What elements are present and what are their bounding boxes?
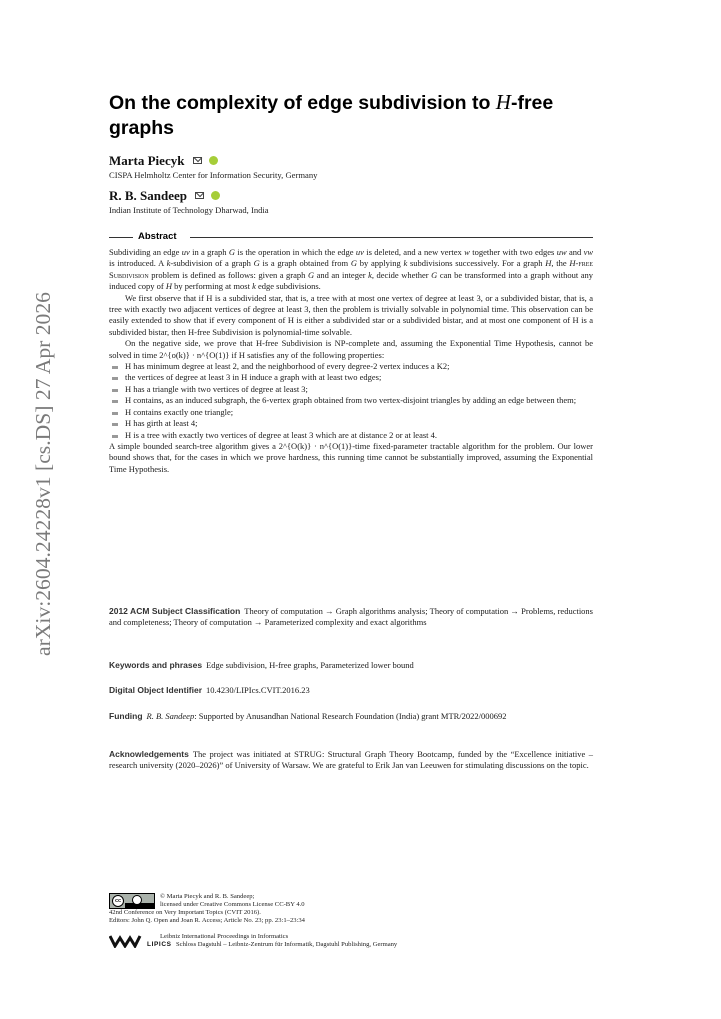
math-run: k <box>252 281 256 292</box>
acknowledgements <box>109 749 593 772</box>
text-run: is introduced. A <box>109 258 164 269</box>
editors-line: Editors: John Q. Open and Joan R. Access; Article No. 23; pp. 23:1–23:34 <box>109 917 305 924</box>
list-item-text: H has minimum degree at least 2, and the neighborhood of every degree-2 vertex induces a K2; <box>125 361 450 372</box>
bullet-icon <box>112 423 118 426</box>
bullet-icon <box>112 389 118 392</box>
acm-text: Theory of computation → Graph algorithms analysis; Theory of computation → Problems, reductions and completeness; Theory of computation → Parameterized complexity and exact algorithms <box>109 606 593 628</box>
abstract-paragraph-1 <box>109 247 593 293</box>
abstract-rule-right <box>190 237 593 238</box>
lipics-row <box>109 933 593 949</box>
list-item <box>109 361 593 372</box>
author-block-1 <box>109 150 593 180</box>
cc-by-badge[interactable] <box>109 893 155 909</box>
abstract-paragraph-2: We first observe that if H is a subdivided star, that is, a tree with at most one vertex of degree at least 3, or a subdivided bistar, that is, a tree with exactly two adjacent vertices of degree at least 3, then the problem is trivially solvable in polynomial time. This observation can be easily extended to show that if every component of H is either a subdivided star or a subdivided bistar, and at most one component of H is a subdivided bistar, then H-free Subdivision is polynomial-time solvable. <box>109 292 593 337</box>
keywords-text: Edge subdivision, H-free graphs, Parameterized lower bound <box>206 660 414 670</box>
list-item <box>109 407 593 418</box>
text-run: -subdivision of a graph <box>170 258 251 269</box>
math-run: H <box>165 281 173 292</box>
lipics-logo <box>109 934 145 948</box>
text-run: Subdividing an edge <box>109 247 180 257</box>
author-name: Marta Piecyk <box>109 153 185 168</box>
lipics-logo-mark <box>110 936 140 946</box>
text-run: subdivisions successively. For a graph <box>410 258 543 269</box>
list-item <box>109 372 593 383</box>
math-run: uv <box>355 247 364 257</box>
list-item-text: H contains, as an induced subgraph, the 6-vertex graph obtained from two vertex-disjoint triangles by adding an edge between them; <box>125 395 577 406</box>
author-name: R. B. Sandeep <box>109 188 188 203</box>
acknowledgements-label: Acknowledgements <box>109 749 189 759</box>
text-run: is deleted, and a new vertex <box>366 247 462 257</box>
property-list <box>109 361 593 441</box>
list-item <box>109 395 593 406</box>
bullet-icon <box>112 435 118 438</box>
abstract-body <box>109 247 593 475</box>
math-run: G <box>253 258 260 269</box>
arxiv-stamp-text: arXiv:2604.24228v1 [cs.DS] 27 Apr 2026 <box>31 302 55 656</box>
funding-who: R. B. Sandeep <box>146 711 195 721</box>
math-run: H <box>569 258 576 269</box>
list-item-text: H is a tree with exactly two vertices of degree at least 3 which are at distance 2 or at least 4. <box>125 429 438 440</box>
publication-lines <box>109 909 305 925</box>
abstract-paragraph-3: On the negative side, we prove that H-free Subdivision is NP-complete and, assuming the Exponential Time Hypothesis, cannot be solved in time 2^{o(k)} · n^{O(1)} if H satisfies any of the following properties: <box>109 338 593 360</box>
list-item <box>109 384 593 395</box>
keywords-label: Keywords and phrases <box>109 660 203 670</box>
title-variable: H <box>495 90 511 114</box>
list-item-text: H has girth at least 4; <box>125 418 198 429</box>
text-run: is the operation in which the edge <box>237 247 354 257</box>
arxiv-stamp-svg <box>14 290 66 660</box>
math-run: k <box>368 269 372 280</box>
by-person-icon <box>132 895 142 905</box>
cc-icon: cc <box>112 895 124 907</box>
math-run: vw <box>583 247 594 257</box>
doi-label: Digital Object Identifier <box>109 685 203 695</box>
acm-label: 2012 ACM Subject Classification <box>109 606 241 616</box>
bullet-icon <box>112 412 118 415</box>
list-item <box>109 418 593 429</box>
title-suffix: -free graphs <box>109 92 554 139</box>
text-run: problem is defined as follows: given a graph <box>151 269 306 280</box>
conference-line: 42nd Conference on Very Important Topics (CVIT 2016). <box>109 909 261 916</box>
list-item-text: H has a triangle with two vertices of degree at least 3; <box>125 383 308 394</box>
abstract-paragraph-4: A simple bounded search-tree algorithm gives a 2^{O(k)} · n^{O(1)}-time fixed-parameter tractable algorithm for the problem. Our lower bound shows that, for the cases in which we prove hardness, this running time cannot be substantially improved, assuming the Exponential Time Hypothesis. <box>109 440 593 474</box>
funding-text: : Supported by Anusandhan National Research Foundation (India) grant MTR/2022/000692 <box>194 711 507 721</box>
acknowledgements-text: The project was initiated at STRUG: Structural Graph Theory Bootcamp, funded by the “Excellence initiative – research university (2020–2026)” of University of Warsaw. We are grateful to Erik Jan van Leeuwen for stimulating discussions on the topic. <box>109 749 593 771</box>
email-icon[interactable] <box>193 157 202 164</box>
orcid-icon[interactable] <box>211 191 220 200</box>
text-run: in a graph <box>192 247 227 257</box>
math-run: k <box>166 258 171 269</box>
text-run: and <box>568 247 582 257</box>
author-affiliation: CISPA Helmholtz Center for Information Security, Germany <box>109 170 318 180</box>
paper-title <box>109 90 593 141</box>
orcid-icon[interactable] <box>209 156 218 165</box>
text-run: and an integer <box>316 269 366 280</box>
abstract-rule-left <box>109 237 133 238</box>
acm-classification <box>109 606 593 629</box>
title-main: On the complexity of edge subdivision to <box>109 92 491 114</box>
text-run: by applying <box>359 258 401 269</box>
text-run: , decide whether <box>371 269 429 280</box>
math-run: G <box>350 258 357 269</box>
text-run: by performing at most <box>174 281 250 292</box>
text-run: is a graph obtained from <box>262 258 349 269</box>
lipics-logo-icon <box>109 934 145 948</box>
funding-label: Funding <box>109 711 143 721</box>
bullet-icon <box>112 400 118 403</box>
license-lines <box>160 893 305 909</box>
abstract-heading <box>109 231 593 243</box>
lipics-wordmark: LIPICS <box>147 941 172 948</box>
author-affiliation: Indian Institute of Technology Dharwad, India <box>109 205 269 215</box>
publisher-line: Schloss Dagstuhl – Leibniz-Zentrum für Informatik, Dagstuhl Publishing, Germany <box>176 941 398 948</box>
bullet-icon <box>112 377 118 380</box>
math-run: w <box>464 247 470 257</box>
doi-link[interactable]: 10.4230/LIPIcs.CVIT.2016.23 <box>206 685 310 695</box>
math-run: H <box>545 258 552 269</box>
text-run: can be transformed into a graph without any induced copy of <box>109 269 594 292</box>
text-run: , the <box>551 258 567 269</box>
email-icon[interactable] <box>195 192 204 199</box>
keywords <box>109 660 593 671</box>
math-run: G <box>431 269 438 280</box>
list-item-text: H contains exactly one triangle; <box>125 406 234 417</box>
problem-name: -free Subdivision <box>109 258 594 280</box>
list-item <box>109 430 593 441</box>
math-run: G <box>307 269 315 280</box>
funding <box>109 711 593 722</box>
text-run: together with two edges <box>472 247 555 257</box>
math-run: G <box>228 247 236 257</box>
author-block-2 <box>109 185 593 215</box>
abstract-label: Abstract <box>138 231 177 242</box>
series-line: Leibniz International Proceedings in Informatics <box>160 933 289 940</box>
doi <box>109 685 593 696</box>
list-item-text: the vertices of degree at least 3 in H induce a graph with at least two edges; <box>125 372 382 383</box>
math-run: uw <box>556 247 567 257</box>
copyright-line: © Marta Piecyk and R. B. Sandeep; <box>160 893 255 900</box>
arxiv-identifier-stamp <box>14 290 66 660</box>
license-line[interactable]: licensed under Creative Commons License CC-BY 4.0 <box>160 901 305 908</box>
bullet-icon <box>112 366 118 369</box>
math-run: k <box>403 258 408 269</box>
text-run: edge subdivisions. <box>257 281 321 292</box>
math-run: uv <box>181 247 190 257</box>
